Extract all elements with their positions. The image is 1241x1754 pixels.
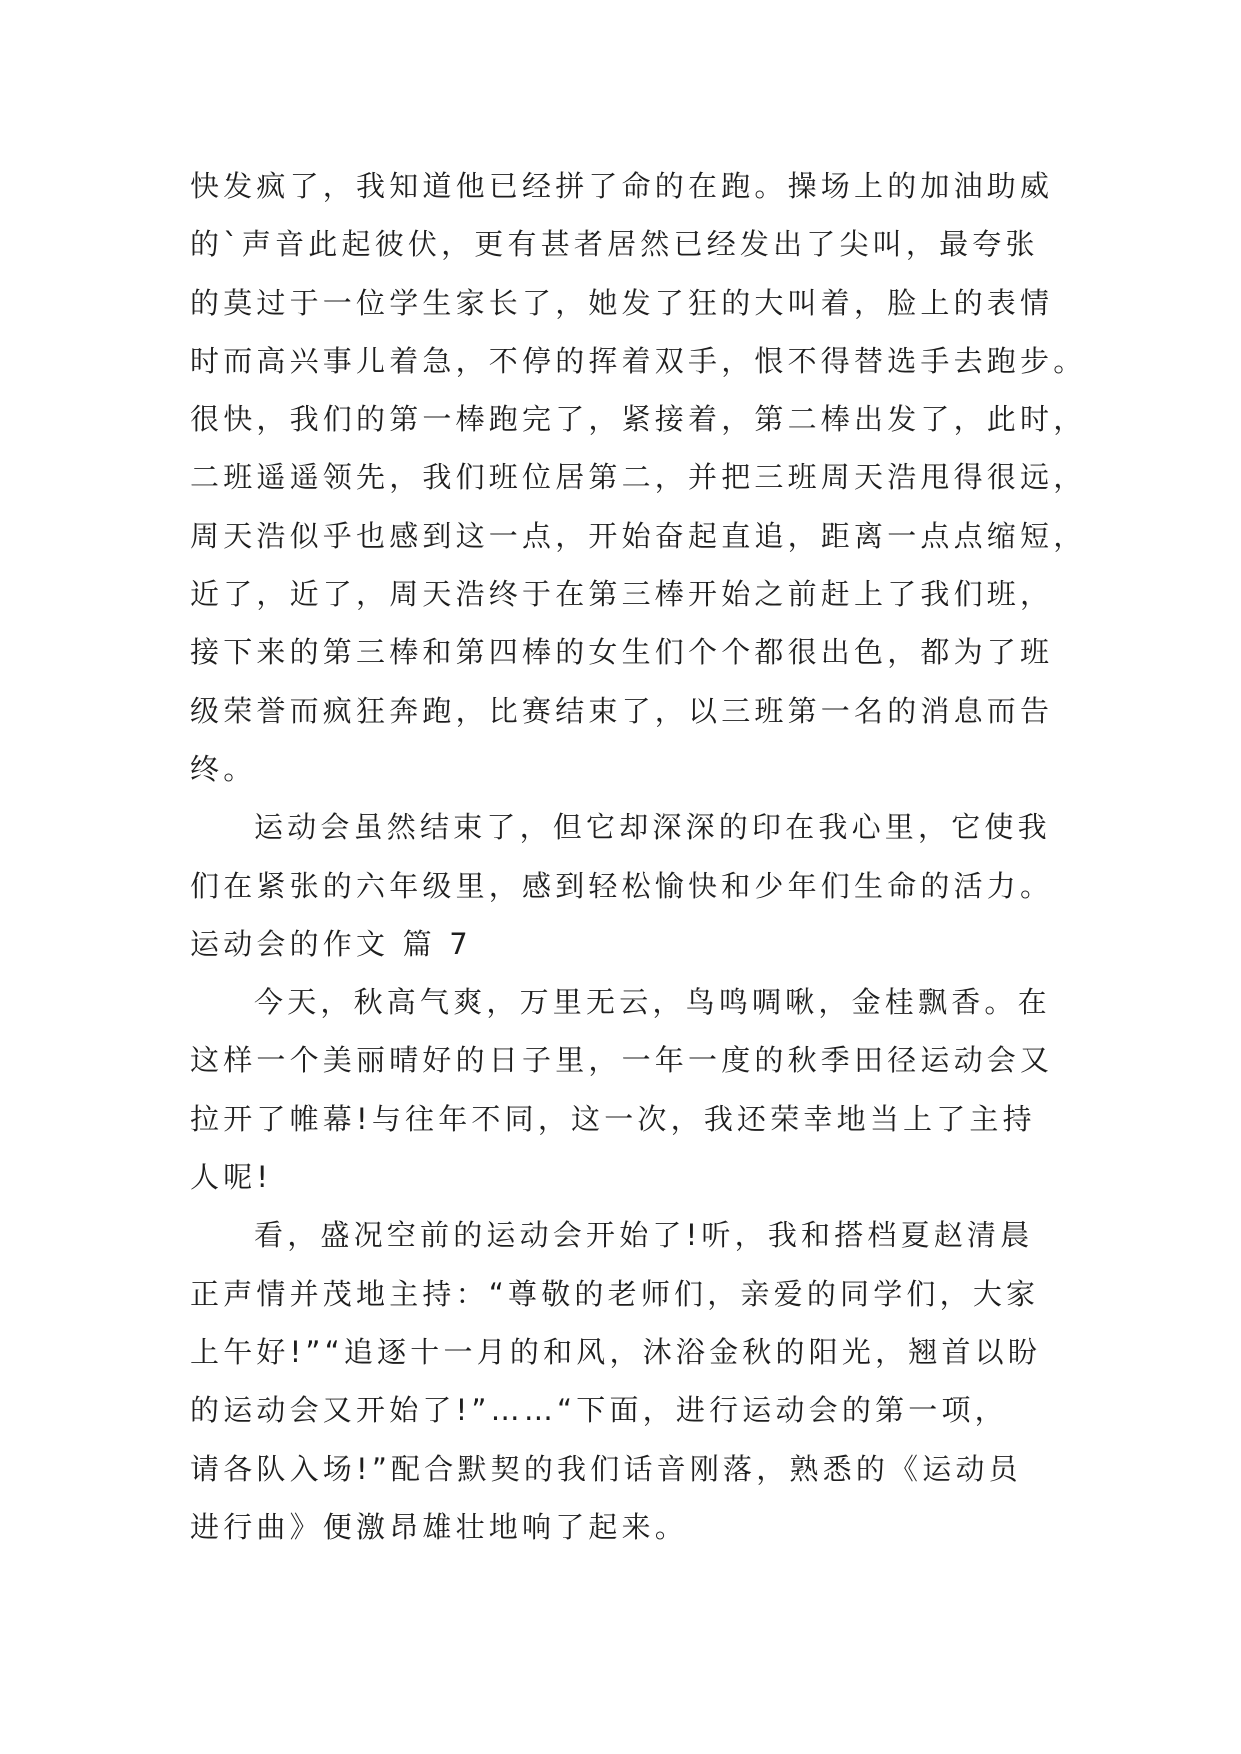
text-line: 的运动会又开始了!”……“下面，进行运动会的第一项， [190, 1393, 1008, 1428]
text-line: 级荣誉而疯狂奔跑，比赛结束了，以三班第一名的消息而告 [190, 693, 1054, 728]
document-body [190, 157, 1087, 1556]
text-line: 二班遥遥领先，我们班位居第二，并把三班周天浩甩得很远， [190, 460, 1087, 495]
text-line: 近了，近了，周天浩终于在第三棒开始之前赶上了我们班， [190, 577, 1054, 612]
text-line: 拉开了帷幕!与往年不同，这一次，我还荣幸地当上了主持 [190, 1101, 1036, 1136]
text-line: 人呢! [190, 1160, 273, 1195]
text-line: 们在紧张的六年级里，感到轻松愉快和少年们生命的活力。 [190, 868, 1054, 903]
text-line: 接下来的第三棒和第四棒的女生们个个都很出色，都为了班 [190, 635, 1054, 670]
text-line: 快发疯了，我知道他已经拼了命的在跑。操场上的加油助威 [190, 169, 1054, 203]
text-line: 很快，我们的第一棒跑完了，紧接着，第二棒出发了，此时， [190, 402, 1087, 437]
text-line: 今天，秋高气爽，万里无云，鸟鸣啁啾，金桂飘香。在 [254, 985, 1051, 1020]
text-line: 进行曲》便激昂雄壮地响了起来。 [190, 1509, 689, 1544]
text-line: 周天浩似乎也感到这一点，开始奋起直追，距离一点点缩短， [190, 518, 1087, 553]
text-line: 正声情并茂地主持：“尊敬的老师们，亲爱的同学们，大家 [190, 1276, 1040, 1311]
text-line: 这样一个美丽晴好的日子里，一年一度的秋季田径运动会又 [190, 1043, 1054, 1078]
text-line: 看，盛况空前的运动会开始了!听，我和搭档夏赵清晨 [254, 1218, 1034, 1253]
text-line: 运动会虽然结束了，但它却深深的印在我心里，它使我 [254, 810, 1051, 845]
text-line: 终。 [190, 751, 257, 786]
text-line: 的`声音此起彼伏，更有甚者居然已经发出了尖叫，最夸张 [190, 227, 1039, 262]
text-line: 的莫过于一位学生家长了，她发了狂的大叫着，脸上的表情 [190, 285, 1054, 320]
text-line: 请各队入场!”配合默契的我们话音刚落，熟悉的《运动员 [190, 1451, 1022, 1486]
text-line: 上午好!”“追逐十一月的和风，沐浴金秋的阳光，翘首以盼 [190, 1334, 1042, 1369]
text-line: 运动会的作文 篇 7 [190, 926, 472, 961]
text-line: 时而高兴事儿着急，不停的挥着双手，恨不得替选手去跑步。 [190, 343, 1087, 378]
